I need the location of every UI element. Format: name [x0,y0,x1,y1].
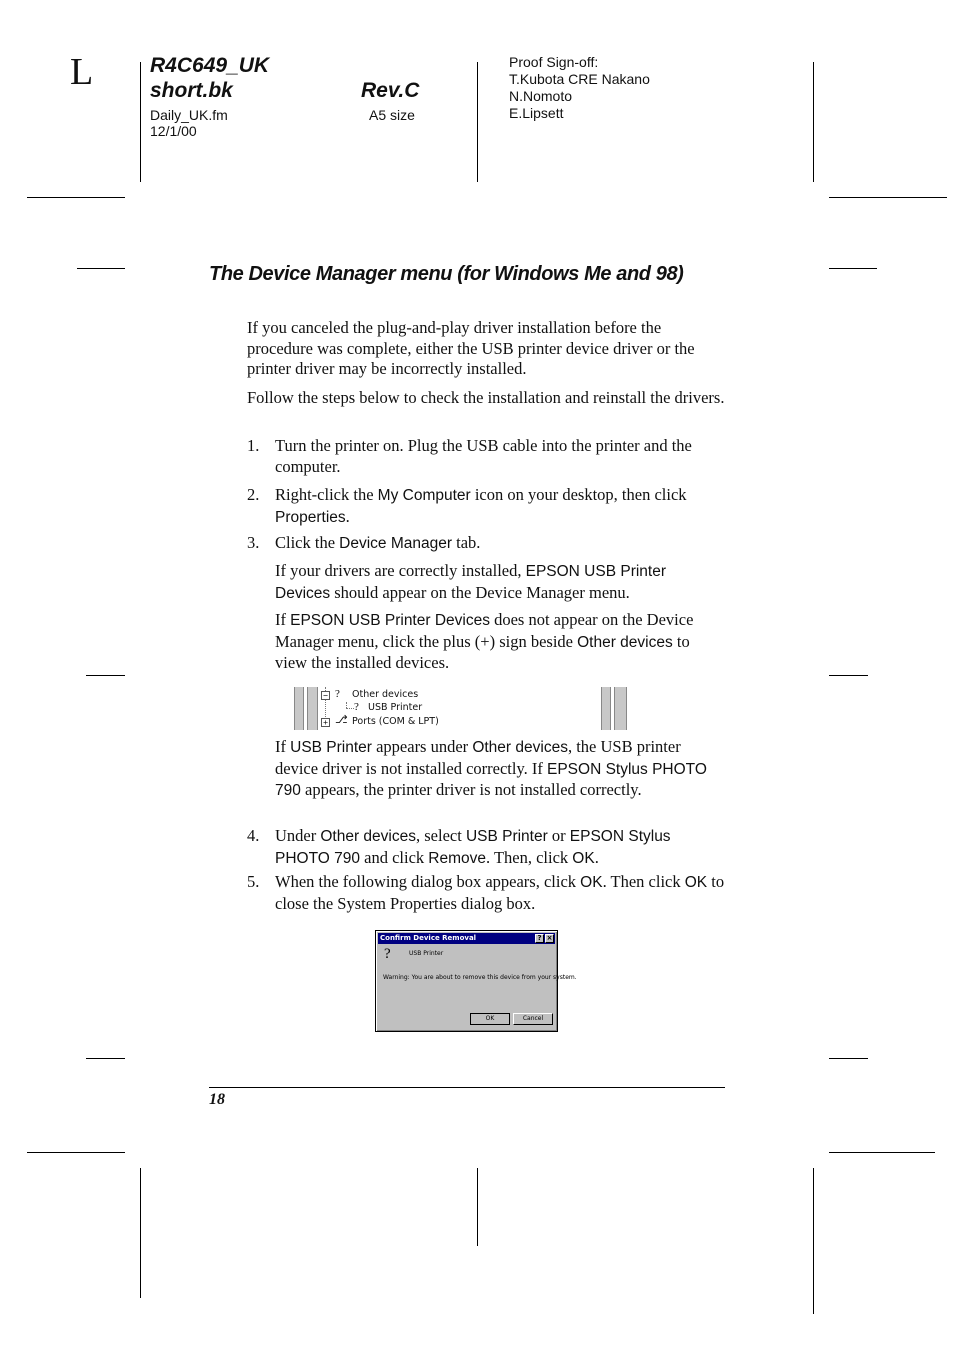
crop-mark [27,197,125,198]
ui-term: Other devices [320,828,416,845]
ui-term: EPSON USB Printer Devices [275,563,667,602]
tree-frame-left [307,687,318,730]
crop-mark [27,1152,125,1153]
crop-mark [829,675,868,676]
proof-line: T.Kubota CRE Nakano [509,71,650,87]
intro-paragraph: If you canceled the plug-and-play driver installation before the procedure was complete, either the USB printer device driver or the printer driver may be incorrectly installed. [247,318,695,379]
proof-line: E.Lipsett [509,105,564,121]
ui-term: OK [580,874,603,891]
ui-term: My Computer [377,487,471,504]
intro-paragraph: Follow the steps below to check the installation and reinstall the drivers. [247,388,725,407]
ui-term: OK [572,849,595,867]
dialog-title: Confirm Device Removal [380,934,477,942]
tree-frame-right [601,687,611,730]
tree-connector [346,708,354,709]
step-text: Click the Device Manager tab. [275,533,481,552]
step-1 [247,436,725,477]
tree-item-usb-printer[interactable]: USB Printer [368,702,423,713]
step-number: 1. [247,436,260,455]
tree-item-other-devices[interactable]: Other devices [352,689,419,700]
crop-mark [813,62,814,182]
ui-term: Other devices [472,739,568,756]
footer-rule [209,1087,725,1088]
crop-mark [77,268,125,269]
step-text: Under Other devices, select USB Printer or EPSON Stylus PHOTO 790 and click Remove. Then, click OK. [275,826,671,867]
help-button[interactable]: ? [535,934,544,943]
note-paragraph: If your drivers are correctly installed, EPSON USB Printer Devices should appear on the Device Manager menu. [275,561,667,602]
step-text: Turn the printer on. Plug the USB cable into the printer and the computer. [275,436,692,476]
question-device-icon: ? [384,946,391,962]
crop-mark [140,1168,141,1298]
ui-term: USB Printer [290,739,372,756]
ui-term: OK [684,874,708,891]
device-tree-screenshot [294,687,640,730]
date: 12/1/00 [150,123,197,139]
crop-mark [829,197,947,198]
crop-mark [86,675,125,676]
tree-frame-left [294,687,304,730]
crop-mark [829,1058,868,1059]
dialog-title-bar [378,933,555,944]
unknown-device-icon: ? [335,688,340,700]
ui-term: EPSON Stylus PHOTO 790 [275,828,671,867]
crop-mark [829,1152,935,1153]
ok-button[interactable]: OK [470,1013,510,1025]
proof-line: N.Nomoto [509,88,573,104]
cancel-button[interactable]: Cancel [513,1013,553,1025]
confirm-removal-dialog [375,930,577,1032]
tree-item-ports[interactable]: Ports (COM & LPT) [352,716,439,727]
crop-mark [86,1058,125,1059]
unknown-device-icon: ? [354,701,359,713]
crop-mark [477,1168,478,1246]
step-number: 2. [247,485,260,504]
close-button[interactable]: × [546,934,553,942]
doc-code: R4C649_UK [150,54,270,77]
note-paragraph: If EPSON USB Printer Devices does not appear on the Device Manager menu, click the plus (+) sign beside Other devices to view the installed devices. [275,610,694,673]
ui-term: Device Manager [339,535,453,552]
source-file: Daily_UK.fm [150,107,228,123]
ui-term: USB Printer [465,828,548,845]
ui-term: EPSON Stylus PHOTO 790 [275,760,707,800]
ui-term: Other devices [577,633,673,651]
port-icon: ⎇ [335,714,348,726]
ui-term: EPSON USB Printer Devices [290,612,490,629]
revision: Rev.C [361,79,420,102]
dialog-device-name: USB Printer [409,950,444,957]
step-number: 5. [247,872,260,891]
proof-signoff [509,54,650,122]
note-paragraph: If USB Printer appears under Other devices, the USB printer device driver is not installed correctly. If EPSON Stylus PHOTO 790 appears, the printer driver is not installed correctly. [275,737,707,800]
step-number: 3. [247,533,260,552]
tree-frame-right [614,687,627,730]
crop-mark [477,62,478,182]
dialog-warning-text: Warning: You are about to remove this device from your system. [383,974,577,981]
ui-term: Properties [275,508,346,526]
crop-mark [140,62,141,182]
step-text: Right-click the My Computer icon on your desktop, then click Properties. [275,485,687,526]
step-4 [247,826,725,869]
step-3 [247,533,725,555]
expand-icon[interactable]: + [321,718,330,727]
section-title: The Device Manager menu (for Windows Me and 98) [209,263,684,285]
proof-line: Proof Sign-off: [509,54,599,70]
ui-term: Remove [428,849,486,867]
collapse-icon[interactable]: − [321,691,330,700]
step-5 [247,872,725,914]
paper-size: A5 size [369,107,415,123]
step-2 [247,485,725,528]
step-number: 4. [247,826,260,845]
crop-mark [829,268,877,269]
page-side-letter: L [70,51,94,93]
step-text: When the following dialog box appears, click OK. Then click OK to close the System Properties dialog box. [275,872,725,913]
doc-file: short.bk [150,79,233,102]
page-number: 18 [209,1091,225,1108]
crop-mark [813,1168,814,1314]
